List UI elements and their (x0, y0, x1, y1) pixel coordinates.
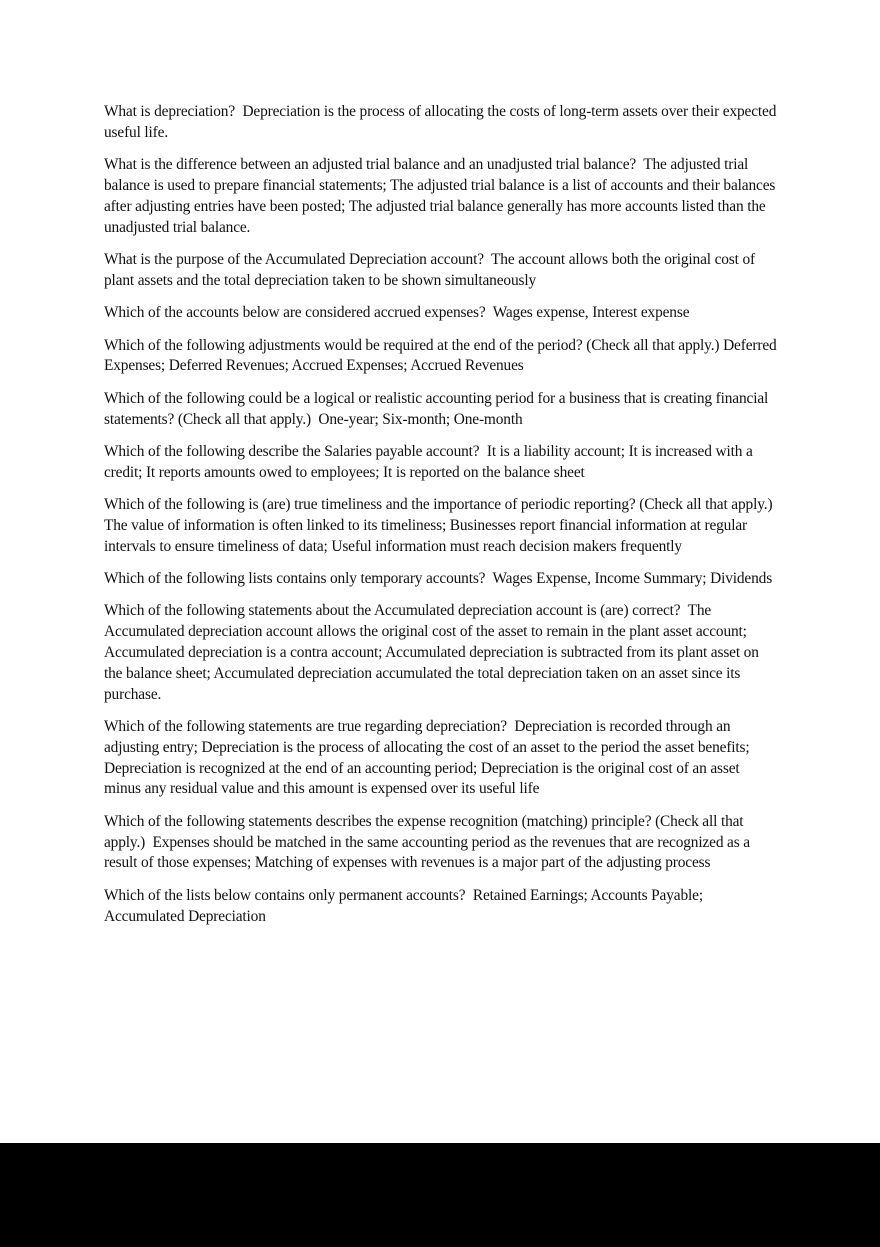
answer-text: Wages Expense, Income Summary; Dividends (492, 570, 773, 588)
answer-text: Wages expense, Interest expense (492, 304, 690, 322)
question-text: Which of the following describe the Salaries payable account? (104, 442, 480, 460)
answer-text: The Accumulated depreciation account allows the original cost of the asset to remain in the plant asset account; Accumulated depreciation is a contra account; Accumulated depreciation is subtracted from its plant asset on the balance sheet; Accumulated depreciation accumulated the total depreciation taken on an asset since its purchase. (104, 602, 759, 703)
question-text: Which of the following adjustments would be required at the end of the period? (Check all that apply.) (104, 336, 720, 354)
qa-paragraph (104, 102, 778, 144)
qa-paragraph (104, 812, 778, 874)
question-text: Which of the following statements about the Accumulated depreciation account is (are) correct? (104, 602, 681, 620)
qa-paragraph (104, 601, 778, 705)
answer-text: The value of information is often linked to its timeliness; Businesses report financial information at regular intervals to ensure timeliness of data; Useful information must reach decision makers frequently (104, 516, 747, 555)
question-text: Which of the following could be a logical or realistic accounting period for a business that is creating financial statements? (Check all that apply.) (104, 389, 769, 428)
question-text: What is the purpose of the Accumulated Depreciation account? (104, 250, 484, 268)
answer-text: The account allows both the original cost of plant assets and the total depreciation taken to be shown simultaneously (104, 250, 755, 289)
answer-text: Retained Earnings; Accounts Payable; Accumulated Depreciation (104, 886, 703, 925)
answer-text: Depreciation is the process of allocating the costs of long-term assets over their expected useful life. (104, 103, 777, 141)
qa-paragraph (104, 303, 778, 324)
answer-text: The adjusted trial balance is used to prepare financial statements; The adjusted trial balance is a list of accounts and their balances after adjusting entries have been posted; The adjusted trial balance generally has more accounts listed than the unadjusted trial balance. (104, 156, 776, 236)
question-text: Which of the following is (are) true timeliness and the importance of periodic reporting? (Check all that apply.) (104, 496, 773, 514)
qa-paragraph (104, 717, 778, 800)
qa-paragraph (104, 389, 778, 431)
qa-paragraph (104, 495, 778, 557)
question-text: Which of the lists below contains only permanent accounts? (104, 886, 466, 904)
question-text: Which of the following statements are true regarding depreciation? (104, 718, 507, 736)
answer-text: Expenses should be matched in the same accounting period as the revenues that are recognized as a result of those expenses; Matching of expenses with revenues is a major part of the adjusting process (104, 833, 750, 872)
answer-text: Depreciation is recorded through an adjusting entry; Depreciation is the process of allocating the cost of an asset to the period the asset benefits; Depreciation is recognized at the end of an accounting period; Depreciation is the original cost of an asset minus any residual value and this amount is expensed over its useful life (104, 718, 750, 798)
question-text: Which of the accounts below are considered accrued expenses? (104, 304, 486, 322)
question-text: Which of the following lists contains only temporary accounts? (104, 570, 486, 588)
qa-paragraph (104, 442, 778, 484)
qa-paragraph (104, 569, 778, 590)
page-bottom-margin (0, 1143, 880, 1247)
qa-paragraph (104, 886, 778, 928)
answer-text: One-year; Six-month; One-month (318, 410, 523, 428)
answer-text: It is a liability account; It is increased with a credit; It reports amounts owed to employees; It is reported on the balance sheet (104, 442, 753, 481)
question-text: Which of the following statements describes the expense recognition (matching) principle? (Check all that apply.) (104, 812, 744, 851)
question-text: What is the difference between an adjusted trial balance and an unadjusted trial balance? (104, 156, 637, 174)
qa-paragraph (104, 336, 778, 378)
answer-text: Deferred Expenses; Deferred Revenues; Accrued Expenses; Accrued Revenues (104, 336, 777, 375)
document-body (104, 102, 778, 939)
qa-paragraph (104, 250, 778, 292)
qa-paragraph (104, 155, 778, 238)
question-text: What is depreciation? (104, 103, 236, 120)
